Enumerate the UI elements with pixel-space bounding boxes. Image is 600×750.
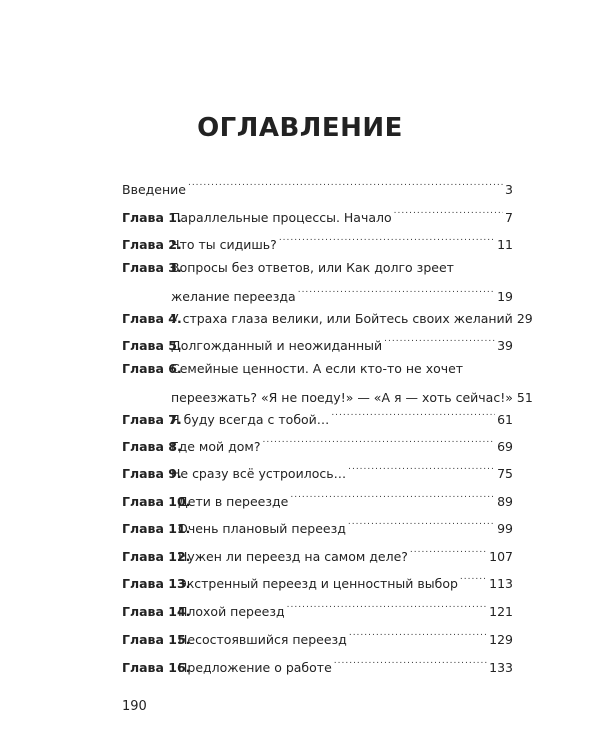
leader-dots [287,599,487,616]
leader-dots [334,655,487,672]
toc-entry-page: 113 [489,576,513,591]
toc-entry-chapter-8 [122,434,513,454]
toc-entry-chapter-6 [122,360,533,405]
toc-entry-title: Параллельные процессы. Начало [171,210,392,225]
page-title: ОГЛАВЛЕНИЕ [197,113,403,143]
page-number: 190 [122,699,147,714]
leader-dots [262,434,495,451]
leader-dots [384,333,495,350]
toc-entry-page: 107 [489,549,513,564]
toc-entry-chapter-3 [122,259,513,304]
toc-entry-label: Глава 12. [122,549,191,564]
toc-entry-label: Глава 4. [122,311,182,326]
leader-dots [331,407,495,424]
leader-dots [290,489,495,506]
leader-dots [460,571,487,588]
toc-entry-title: Я буду всегда с тобой… [171,412,330,427]
leader-dots [298,284,495,301]
toc-entry-title: Семейные ценности. А если кто-то не хочет [171,361,464,376]
toc-entry-page: 75 [497,466,513,481]
toc-entry-label: Глава 8. [122,439,182,454]
toc-entry-chapter-12 [122,544,513,564]
toc-entry-title: Что ты сидишь? [171,237,277,252]
toc-entry-label: Глава 13. [122,576,191,591]
leader-dots [279,232,495,249]
toc-entry-page: 51 [516,390,533,405]
toc-entry-page: 99 [497,521,513,536]
toc-entry-title: Дети в переезде [178,494,289,509]
toc-entry-page: 133 [489,660,513,675]
toc-entry-page: 3 [505,182,513,197]
toc-entry-chapter-5 [122,333,513,353]
toc-entry-chapter-16 [122,655,513,675]
toc-entry-label: Глава 6. [122,361,182,376]
toc-entry-label: Глава 3. [122,260,182,275]
toc-entry-label: Глава 15. [122,632,191,647]
toc-entry-label: Глава 10. [122,494,191,509]
toc-entry-title: У страха глаза велики, или Бойтесь своих желаний [171,311,513,326]
toc-entry-page: 129 [489,632,513,647]
leader-dots [348,516,495,533]
leader-dots [410,544,487,561]
toc-entry-page: 121 [489,604,513,619]
leader-dots [188,177,503,194]
toc-entry-label: Глава 14. [122,604,191,619]
toc-entry-page: 39 [497,338,513,353]
toc-entry-label: Глава 5. [122,338,182,353]
toc-entry-label: Глава 16. [122,660,191,675]
toc-entry-title: Введение [122,182,186,197]
toc-entry-title: Экстренный переезд и ценностный выбор [178,576,458,591]
toc-entry-page: 7 [505,210,513,225]
toc-entry-label: Глава 1. [122,210,182,225]
toc-entry-chapter-14 [122,599,513,619]
toc-entry-chapter-7 [122,407,513,427]
toc-entry-chapter-10 [122,489,513,509]
toc-entry-title: Где мой дом? [171,439,261,454]
toc-entry-title: Долгожданный и неожиданный [171,338,383,353]
toc-entry-title: Несостоявшийся переезд [178,632,347,647]
toc-entry-label: Глава 2. [122,237,182,252]
toc-entry-page: 29 [516,311,533,326]
toc-entry-page: 69 [497,439,513,454]
toc-entry-page: 19 [497,289,513,304]
leader-dots [348,461,495,478]
leader-dots [394,205,503,222]
toc-entry-page: 11 [497,237,513,252]
toc-entry-chapter-9 [122,461,513,481]
toc-entry-chapter-11 [122,516,513,536]
toc-entry-title: Не сразу всё устроилось… [171,466,347,481]
toc-entry-label: Глава 9. [122,466,182,481]
toc-entry-chapter-4 [122,306,533,326]
toc-entry-title: Нужен ли переезд на самом деле? [178,549,408,564]
toc-entry-chapter-13 [122,571,513,591]
toc-entry-title-continued: переезжать? «Я не поеду!» — «А я — хоть сейчас!» [171,390,513,405]
toc-entry-title: Предложение о работе [178,660,332,675]
toc-entry-page: 61 [497,412,513,427]
toc-entry-page: 89 [497,494,513,509]
toc-entry-title: Вопросы без ответов, или Как долго зреет [171,260,454,275]
toc-entry-title-continued: желание переезда [171,289,296,304]
toc-entry-chapter-2 [122,232,513,252]
toc-entry-chapter-1 [122,205,513,225]
toc-entry-title: Плохой переезд [178,604,285,619]
toc-entry-label: Глава 11. [122,521,191,536]
toc-entry-title: Очень плановый переезд [178,521,346,536]
toc-entry-introduction [122,177,513,197]
leader-dots [349,627,487,644]
toc-entry-label: Глава 7. [122,412,182,427]
toc-entry-chapter-15 [122,627,513,647]
